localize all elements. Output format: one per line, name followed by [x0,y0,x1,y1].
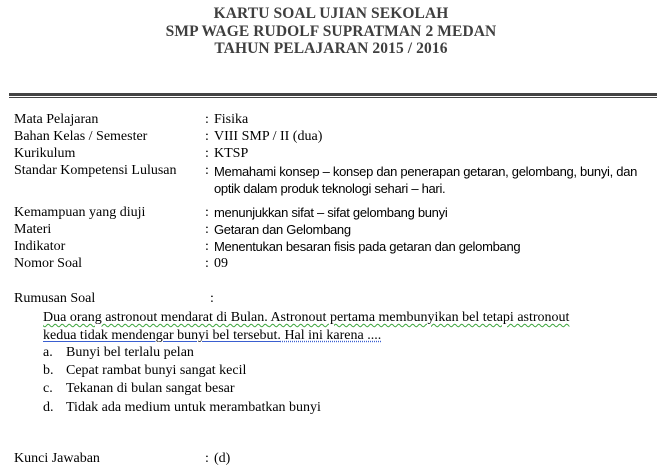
field-value: Getaran dan Gelombang [214,222,351,237]
header-divider-thin [9,97,657,98]
option-text: Tekanan di bulan sangat besar [66,381,235,396]
field-colon: : [205,256,209,271]
answer-option-a [43,345,194,361]
field-colon: : [205,222,209,237]
field-label: Indikator [14,239,66,254]
answer-option-b [43,363,246,379]
document-header [0,5,662,58]
field-value: Menentukan besaran fisis pada getaran dan gelombang [214,239,521,254]
option-letter: c. [43,381,53,396]
question-sentence: Astronout pertama membunyikan bel tetapi astronout [267,310,570,325]
header-year: TAHUN PELAJARAN 2015 / 2016 [214,40,448,57]
question-line-1 [43,309,658,327]
kunci-value: (d) [214,451,231,466]
field-label: Mata Pelajaran [14,112,99,127]
option-text: Cepat rambat bunyi sangat kecil [66,363,247,378]
field-value: VIII SMP / II (dua) [214,129,323,144]
header-title: KARTU SOAL UJIAN SEKOLAH [213,5,449,22]
question-sentence: Hal ini karena .... [280,328,382,343]
rumusan-label: Rumusan Soal [14,291,96,306]
option-letter: a. [43,345,53,360]
field-value: Fisika [214,112,249,127]
header-divider-thick [9,93,657,96]
field-value: Memahami konsep – konsep dan penerapan getaran, gelombang, bunyi, dan optik dalam produk teknologi sehari – hari. [214,164,638,196]
field-label: Nomor Soal [14,256,83,271]
question-text [43,309,658,345]
field-label: Materi [14,222,52,237]
field-value: menunjukkan sifat – sifat gelombang bunyi [214,205,448,220]
field-value: KTSP [214,146,249,161]
question-line-2 [43,327,658,345]
field-label: Bahan Kelas / Semester [14,129,148,144]
field-label: Kurikulum [14,146,76,161]
option-letter: b. [43,363,54,378]
kunci-label: Kunci Jawaban [14,451,100,466]
field-colon: : [205,146,209,161]
option-text: Tidak ada medium untuk merambatkan bunyi [66,400,321,415]
field-value: 09 [214,256,228,271]
answer-option-d [43,400,321,416]
question-sentence: kedua tidak mendengar bunyi bel tersebut. [43,328,281,343]
header-school: SMP WAGE RUDOLF SUPRATMAN 2 MEDAN [165,22,497,40]
field-label: Kemampuan yang diuji [14,205,146,220]
question-sentence: Dua orang astronout mendarat di Bulan. [43,310,268,325]
field-colon: : [205,239,209,254]
option-text: Bunyi bel terlalu pelan [66,345,194,360]
kunci-colon: : [205,451,209,466]
answer-option-c [43,381,235,397]
field-colon: : [205,205,209,220]
rumusan-colon: : [210,291,214,306]
field-colon: : [205,112,209,127]
field-colon: : [205,163,209,178]
field-label: Standar Kompetensi Lulusan [14,163,177,178]
option-letter: d. [43,400,54,415]
field-colon: : [205,129,209,144]
